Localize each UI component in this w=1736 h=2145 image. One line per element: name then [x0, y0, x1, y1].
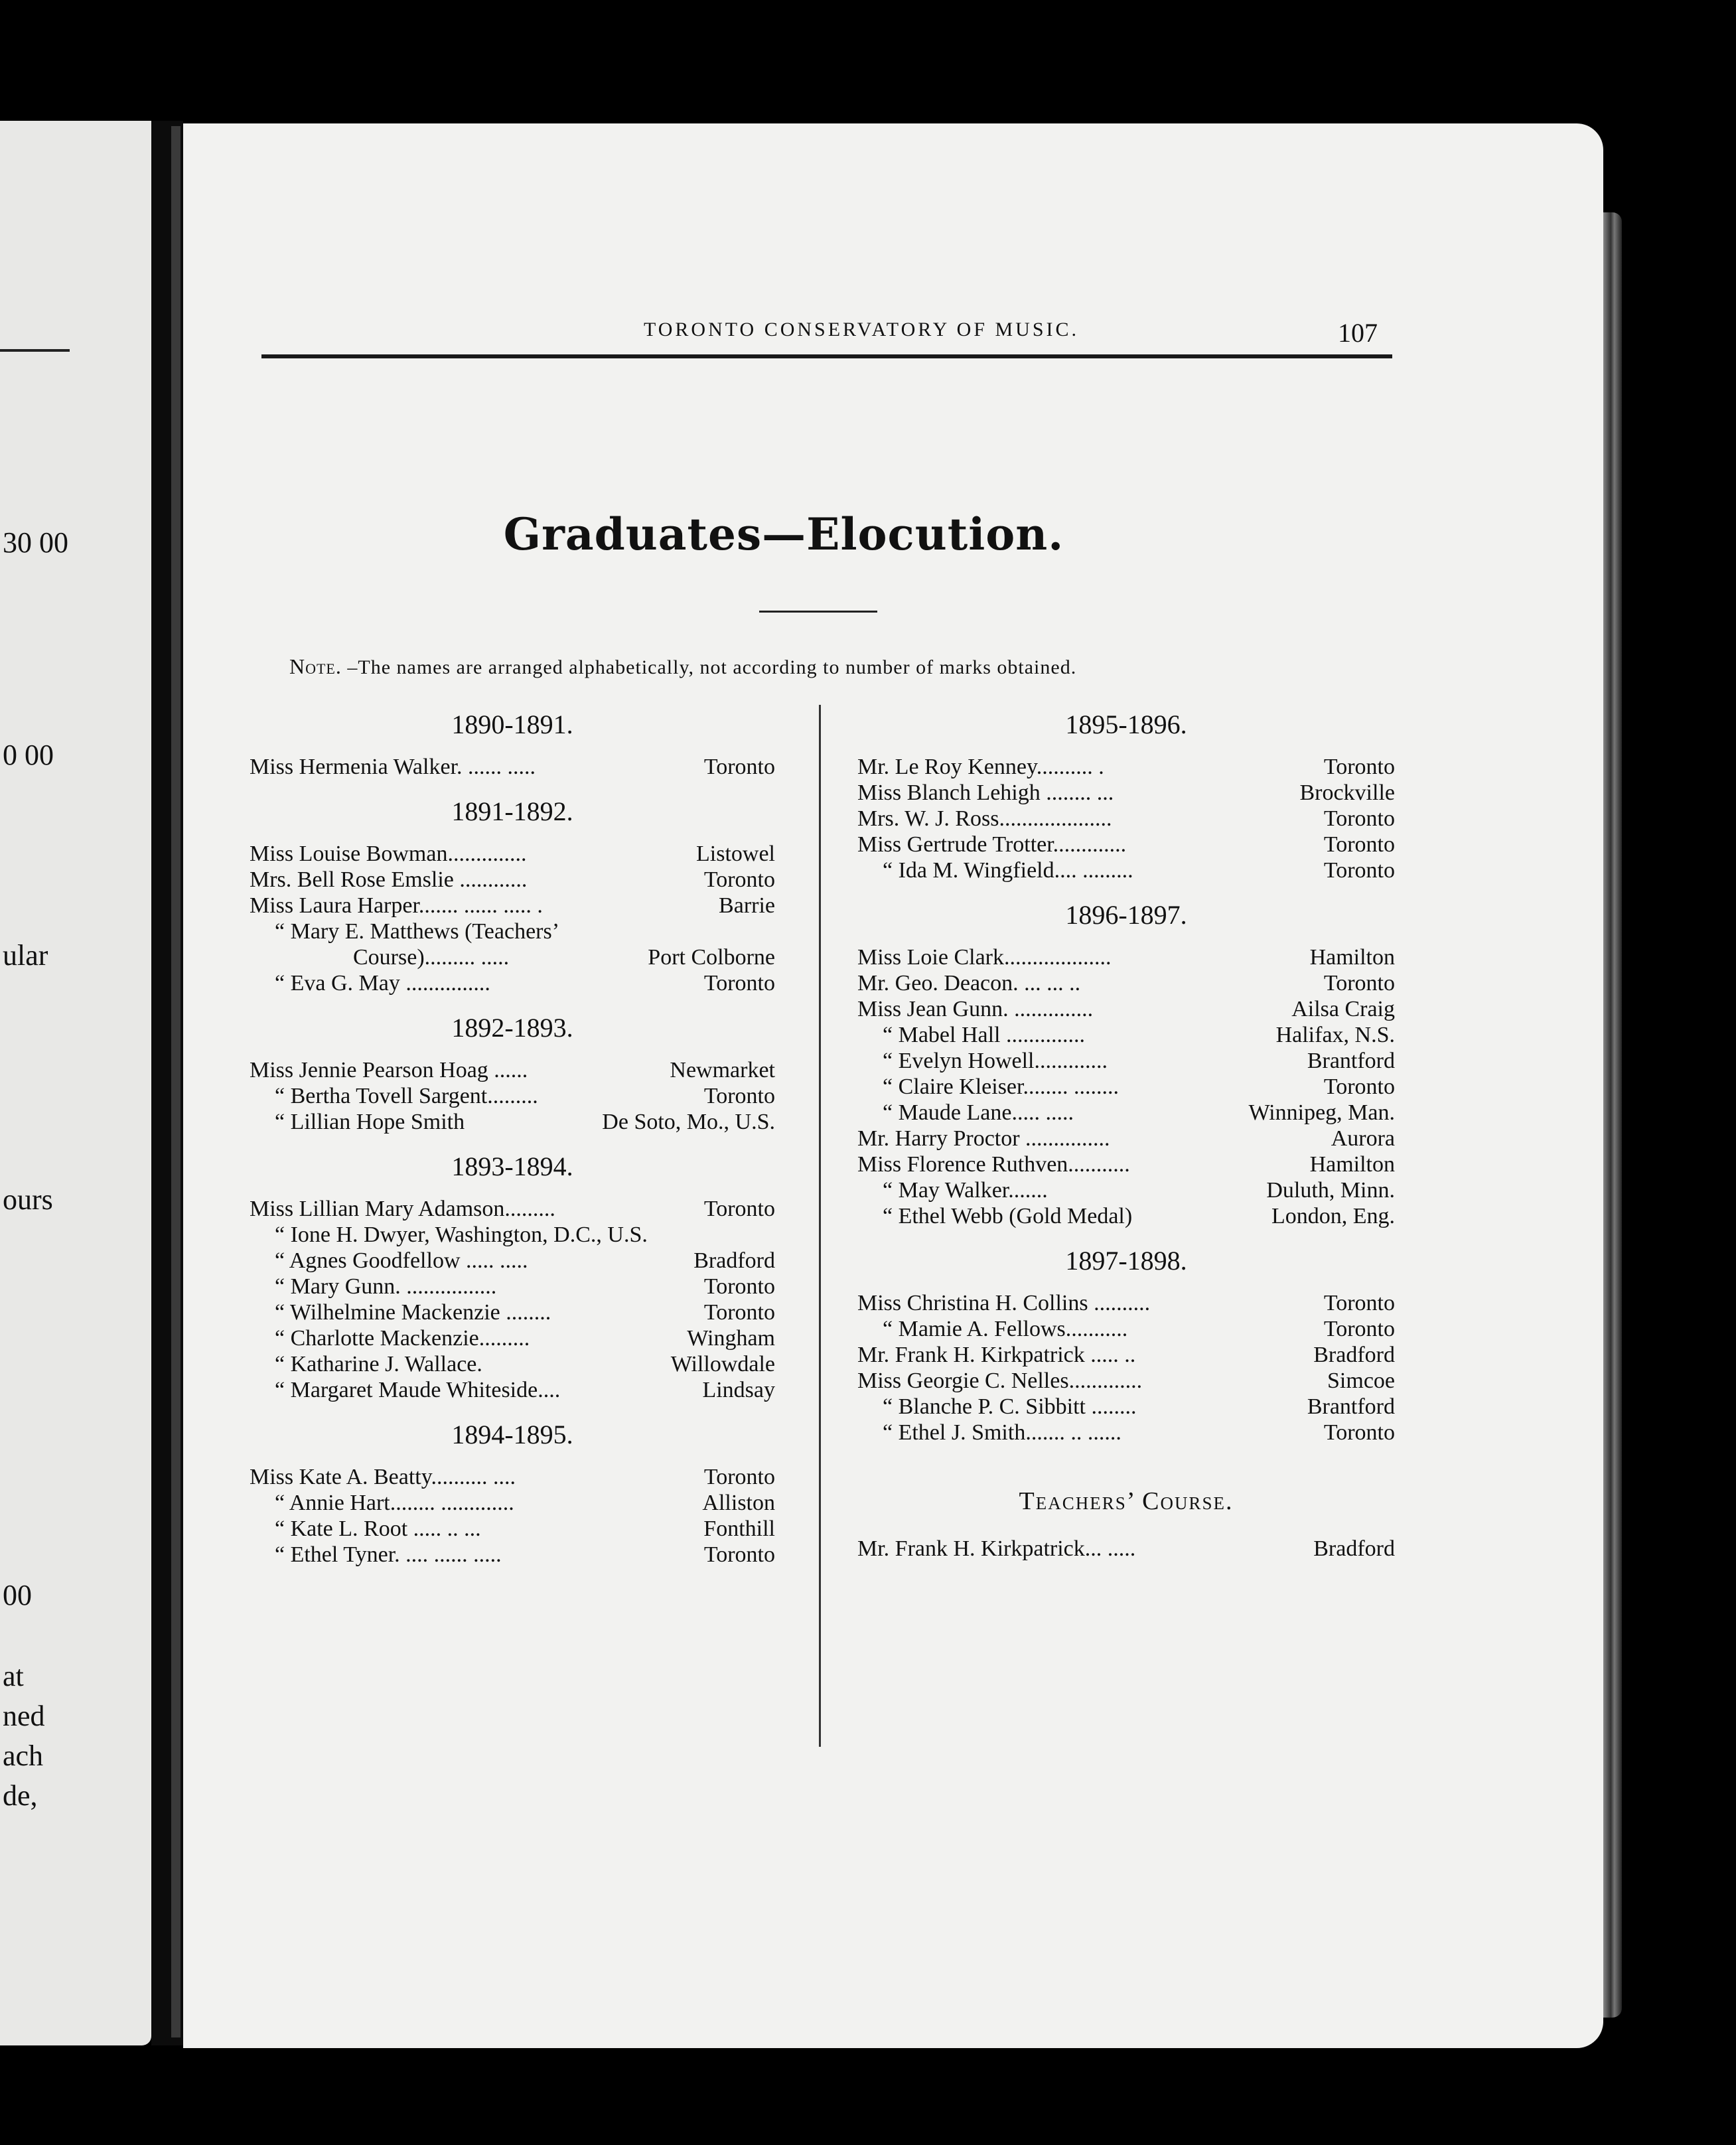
column-separator	[819, 705, 821, 1747]
graduate-entry	[857, 832, 1395, 857]
graduate-entry	[857, 1342, 1395, 1368]
graduate-place: Port Colborne	[648, 945, 775, 970]
graduate-place: Toronto	[1323, 971, 1395, 996]
year-heading: 1897-1898.	[1065, 1246, 1187, 1276]
graduate-place: Fonthill	[703, 1516, 775, 1541]
graduate-name: “ Evelyn Howell.............	[883, 1049, 1108, 1073]
graduate-place: Brantford	[1307, 1049, 1395, 1073]
note-lead: Note.	[289, 654, 342, 678]
graduate-place: Bradford	[1313, 1343, 1395, 1367]
facing-page-text: 00	[3, 1579, 32, 1611]
graduate-entry	[250, 1196, 775, 1222]
facing-page-text: 30 00	[3, 526, 68, 559]
graduate-place: Toronto	[703, 971, 775, 996]
year-heading: 1894-1895.	[451, 1420, 573, 1449]
graduate-name: Miss Florence Ruthven...........	[857, 1152, 1130, 1177]
graduate-place: Aurora	[1331, 1126, 1395, 1151]
graduate-entry	[857, 1290, 1395, 1316]
graduate-place: Toronto	[703, 1274, 775, 1299]
graduate-place: Alliston	[702, 1491, 775, 1515]
graduate-entry	[857, 1048, 1395, 1074]
graduate-place: Bradford	[693, 1248, 775, 1273]
facing-page-text: ned	[3, 1700, 45, 1732]
graduate-entry	[250, 1248, 775, 1274]
graduate-entry	[250, 841, 775, 867]
graduate-entry	[857, 1420, 1395, 1445]
graduate-place: Lindsay	[702, 1378, 775, 1402]
gutter-shadow	[171, 126, 181, 2037]
graduate-name: Mr. Frank H. Kirkpatrick... .....	[857, 1536, 1136, 1561]
graduate-name: “ Margaret Maude Whiteside....	[275, 1378, 561, 1402]
graduate-name: Miss Georgie C. Nelles.............	[857, 1368, 1143, 1393]
graduate-entry	[857, 1316, 1395, 1342]
graduate-entry	[857, 1536, 1395, 1562]
facing-page-text: ular	[3, 939, 48, 972]
teachers-course-heading: Teachers’ Course.	[1019, 1487, 1234, 1515]
graduate-name: Mrs. W. J. Ross....................	[857, 806, 1112, 831]
graduate-name: Miss Kate A. Beatty.......... ....	[250, 1465, 516, 1489]
graduate-name: “ Mary Gunn. ................	[275, 1274, 497, 1299]
graduate-place: Duluth, Minn.	[1266, 1178, 1395, 1203]
graduate-place: Toronto	[1323, 858, 1395, 883]
graduate-entry	[250, 1325, 775, 1351]
graduate-place: Wingham	[687, 1326, 775, 1351]
graduate-name: “ Mabel Hall ..............	[883, 1023, 1085, 1047]
graduate-name: Miss Jennie Pearson Hoag ......	[250, 1058, 528, 1082]
graduate-place: Toronto	[1323, 755, 1395, 779]
graduate-entry	[250, 867, 775, 893]
graduate-name: “ Claire Kleiser........ ........	[883, 1074, 1119, 1099]
graduate-name: Miss Christina H. Collins ..........	[857, 1291, 1151, 1315]
facing-page-text: 0 00	[3, 739, 54, 771]
graduate-name: “ Blanche P. C. Sibbitt ........	[883, 1394, 1137, 1419]
graduate-place: Toronto	[703, 1300, 775, 1325]
graduate-place: Toronto	[703, 1084, 775, 1108]
year-heading: 1892-1893.	[451, 1013, 573, 1043]
graduate-name: “ Ida M. Wingfield.... .........	[883, 858, 1133, 883]
graduate-name: “ Ethel J. Smith....... .. ......	[883, 1420, 1121, 1445]
graduate-name: Course)......... .....	[353, 945, 510, 970]
graduate-entry	[250, 1377, 775, 1403]
graduate-name: Miss Loie Clark...................	[857, 945, 1112, 970]
graduate-name: Mr. Le Roy Kenney.......... .	[857, 755, 1104, 779]
graduate-entry	[857, 1126, 1395, 1151]
graduate-place: Toronto	[1323, 1074, 1395, 1099]
graduate-place: Toronto	[1323, 1317, 1395, 1341]
year-heading: 1895-1896.	[1065, 709, 1187, 739]
graduate-place: Toronto	[703, 1465, 775, 1489]
graduate-name: “ Charlotte Mackenzie.........	[275, 1326, 530, 1351]
graduate-entry	[857, 1022, 1395, 1048]
right-column	[857, 693, 1395, 1562]
graduate-entry	[250, 944, 775, 970]
graduate-name: “ Agnes Goodfellow ..... .....	[275, 1248, 528, 1273]
graduate-entry	[250, 1109, 775, 1135]
graduate-entry	[250, 919, 775, 944]
graduate-entry	[857, 1151, 1395, 1177]
year-heading: 1890-1891.	[451, 709, 573, 739]
graduate-name: “ Bertha Tovell Sargent.........	[275, 1084, 538, 1108]
graduate-place: Toronto	[703, 1197, 775, 1221]
graduate-place: Bradford	[1313, 1536, 1395, 1561]
graduate-place: Simcoe	[1327, 1368, 1395, 1393]
note	[289, 654, 1471, 679]
graduate-name: Miss Lillian Mary Adamson.........	[250, 1197, 555, 1221]
graduate-entry	[250, 1083, 775, 1109]
graduate-entry	[857, 780, 1395, 806]
page-title: Graduates—Elocution.	[503, 508, 1064, 560]
graduate-name: “ Lillian Hope Smith	[275, 1110, 465, 1134]
note-text: –The names are arranged alphabetically, not according to number of marks obtained.	[341, 656, 1077, 678]
graduate-entry	[857, 1074, 1395, 1100]
right-year-groups	[857, 709, 1395, 1445]
graduate-place: Winnipeg, Man.	[1248, 1100, 1395, 1125]
graduate-name: “ Kate L. Root ..... .. ...	[275, 1516, 481, 1541]
graduate-name: Mr. Frank H. Kirkpatrick ..... ..	[857, 1343, 1136, 1367]
graduate-place: Toronto	[703, 867, 775, 892]
graduate-name: “ Mamie A. Fellows...........	[883, 1317, 1128, 1341]
graduate-place: Hamilton	[1309, 945, 1395, 970]
graduate-place: Toronto	[703, 755, 775, 779]
graduate-place: Brockville	[1299, 780, 1395, 805]
year-heading: 1896-1897.	[1065, 900, 1187, 930]
graduate-place: Toronto	[1323, 1420, 1395, 1445]
graduate-entry	[250, 1490, 775, 1516]
graduate-entry	[250, 1464, 775, 1490]
facing-page-text: at	[3, 1660, 24, 1692]
page-number: 107	[1338, 318, 1378, 348]
graduate-place: Ailsa Craig	[1291, 997, 1395, 1021]
graduate-place: Toronto	[1323, 806, 1395, 831]
graduate-place: Barrie	[719, 893, 775, 918]
graduate-entry	[857, 1100, 1395, 1126]
title-rule	[759, 611, 877, 613]
graduate-entry	[857, 806, 1395, 832]
graduate-name: Mr. Harry Proctor ...............	[857, 1126, 1110, 1151]
teachers-course-list	[857, 1536, 1395, 1562]
left-column	[250, 693, 775, 1568]
graduate-name: “ Mary E. Matthews (Teachers’	[275, 919, 560, 944]
graduate-entry	[250, 1516, 775, 1542]
graduate-name: “ Eva G. May ...............	[275, 971, 490, 996]
graduate-place: Halifax, N.S.	[1275, 1023, 1395, 1047]
graduate-name: “ Ethel Webb (Gold Medal)	[883, 1204, 1133, 1228]
graduate-place: Willowdale	[670, 1352, 775, 1376]
year-heading: 1893-1894.	[451, 1151, 573, 1181]
graduate-entry	[250, 1542, 775, 1568]
graduate-name: Miss Louise Bowman..............	[250, 842, 527, 866]
graduate-name: Miss Laura Harper....... ...... ..... .	[250, 893, 543, 918]
graduate-entry	[250, 970, 775, 996]
page-edge	[1603, 212, 1622, 2018]
graduate-place: Brantford	[1307, 1394, 1395, 1419]
graduate-place: Toronto	[703, 1542, 775, 1567]
graduate-place: Newmarket	[670, 1058, 775, 1082]
graduate-entry	[250, 1222, 775, 1248]
graduate-place: Hamilton	[1309, 1152, 1395, 1177]
graduate-entry	[857, 1203, 1395, 1229]
graduate-name: Mrs. Bell Rose Emslie ............	[250, 867, 528, 892]
graduate-place: De Soto, Mo., U.S.	[602, 1110, 775, 1134]
graduate-entry	[857, 1368, 1395, 1394]
graduate-place: London, Eng.	[1271, 1204, 1395, 1228]
graduate-entry	[857, 754, 1395, 780]
graduate-name: “ Wilhelmine Mackenzie ........	[275, 1300, 551, 1325]
page	[183, 123, 1603, 2048]
graduate-entry	[857, 857, 1395, 883]
graduate-name: “ Katharine J. Wallace.	[275, 1352, 482, 1376]
graduate-name: “ Ethel Tyner. .... ...... .....	[275, 1542, 502, 1567]
graduate-entry	[250, 1351, 775, 1377]
graduate-name: Miss Jean Gunn. ..............	[857, 997, 1094, 1021]
year-heading: 1891-1892.	[451, 796, 573, 826]
graduate-entry	[250, 1057, 775, 1083]
graduate-name: Miss Blanch Lehigh ........ ...	[857, 780, 1114, 805]
graduate-entry	[857, 970, 1395, 996]
graduate-name: “ Maude Lane..... .....	[883, 1100, 1074, 1125]
facing-page-rule	[0, 349, 70, 352]
facing-page-text: de,	[3, 1779, 38, 1812]
graduate-entry	[250, 1299, 775, 1325]
facing-page-fragment	[0, 121, 151, 2045]
graduate-entry	[857, 1394, 1395, 1420]
graduate-entry	[250, 754, 775, 780]
graduate-name: “ Ione H. Dwyer, Washington, D.C., U.S.	[275, 1222, 648, 1247]
header-rule	[261, 354, 1392, 358]
facing-page-text: ach	[3, 1739, 44, 1772]
graduate-entry	[857, 996, 1395, 1022]
graduate-name: Mr. Geo. Deacon. ... ... ..	[857, 971, 1081, 996]
graduate-entry	[857, 944, 1395, 970]
graduate-entry	[250, 893, 775, 919]
graduate-place: Toronto	[1323, 1291, 1395, 1315]
graduate-name: “ May Walker.......	[883, 1178, 1048, 1203]
graduate-entry	[857, 1177, 1395, 1203]
facing-page-text: ours	[3, 1183, 53, 1216]
graduate-entry	[250, 1274, 775, 1299]
graduate-name: “ Annie Hart........ .............	[275, 1491, 514, 1515]
graduate-name: Miss Gertrude Trotter.............	[857, 832, 1127, 857]
running-header: TORONTO CONSERVATORY OF MUSIC.	[643, 319, 1080, 340]
graduate-place: Listowel	[696, 842, 775, 866]
graduate-place: Toronto	[1323, 832, 1395, 857]
graduate-name: Miss Hermenia Walker. ...... .....	[250, 755, 536, 779]
